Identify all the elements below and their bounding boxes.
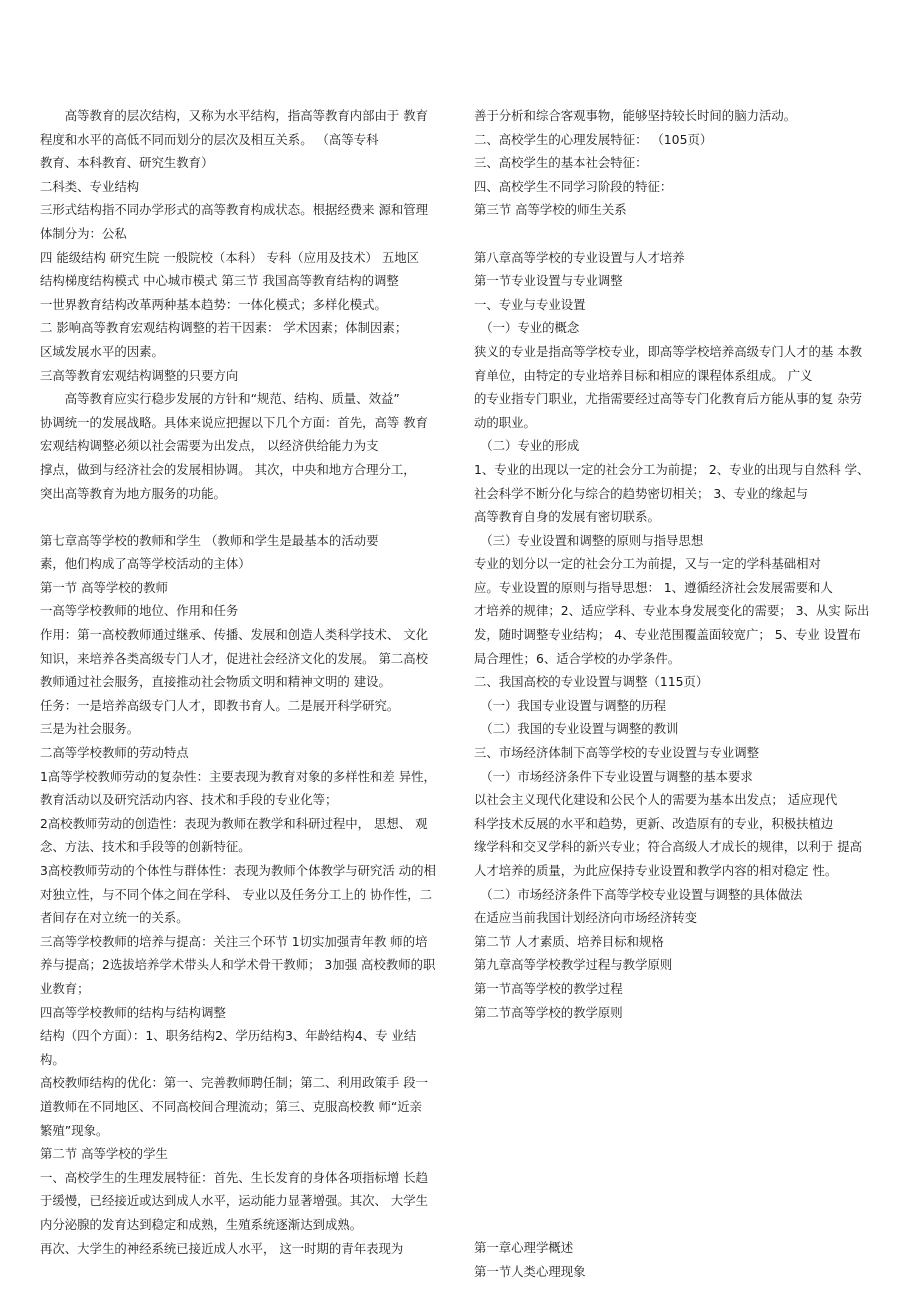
text-line: 程度和水平的高低不同而划分的层次及相互关系。 （高等专科 — [40, 131, 379, 147]
text-line: 发，随时调整专业结构； 4、专业范围覆盖面较宽广； 5、专业 设置布 — [474, 627, 861, 643]
text-line: 1高等学校教师劳动的复杂性：主要表现为教育对象的多样性和差 异性， — [40, 768, 436, 784]
text-line: （一）我国专业设置与调整的历程 — [474, 697, 667, 713]
text-line: 构。 — [40, 1051, 65, 1067]
text-line: 第一节人类心理现象 — [474, 1263, 586, 1279]
text-line: 教育活动以及研究活动内容、技术和手段的专业化等； — [40, 792, 338, 808]
text-line: 作用：第一高校教师通过继承、传播、发展和创造人类科学技术、 文化 — [40, 627, 429, 643]
text-line: 结构（四个方面）：1、职务结构2、学历结构3、年龄结构4、专 业结 — [40, 1028, 417, 1044]
text-line: 局合理性；6、适合学校的办学条件。 — [474, 650, 681, 666]
text-line: 教师通过社会服务，直接推动社会物质文明和精神文明的 建设。 — [40, 674, 391, 690]
text-line: 四、高校学生不同学习阶段的特征： — [474, 178, 673, 194]
text-line: 第七章高等学校的教师和学生 （教师和学生是最基本的活动要 — [40, 532, 379, 548]
text-line: 高校教师结构的优化：第一、完善教师聘任制；第二、利用政策手 段一 — [40, 1075, 429, 1091]
text-line: 三高等学校教师的培养与提高：关注三个环节 1切实加强青年教 师的培 — [40, 933, 428, 949]
text-line — [474, 222, 894, 246]
text-line: 四高等学校教师的结构与结构调整 — [40, 1004, 226, 1020]
text-line: 专业的划分以一定的社会分工为前提，又与一定的学科基础相对 — [474, 556, 821, 572]
text-line: 第一章心理学概述 — [474, 1240, 574, 1255]
right-bottom-section — [474, 1236, 586, 1283]
text-line — [40, 505, 440, 529]
text-line: 业教育； — [40, 980, 90, 996]
text-line: 于缓慢，已经接近或达到成人水平，运动能力显著增强。其次、 大学生 — [40, 1193, 429, 1209]
text-line: 协调统一的发展战略。具体来说应把握以下几个方面：首先，高等 教育 — [40, 414, 429, 430]
text-line: （一）市场经济条件下专业设置与调整的基本要求 — [474, 768, 753, 784]
text-line: 教育、本科教育、研究生教育） — [40, 155, 214, 171]
text-line: 宏观结构调整必须以社会需要为出发点， 以经济供给能力为支 — [40, 438, 379, 454]
text-line: 缘学科和交叉学科的新兴专业；符合高级人才成长的规律，以利于 提高 — [474, 839, 863, 855]
text-line: 突出高等教育为地方服务的功能。 — [40, 485, 226, 501]
text-line: 第二节 高等学校的学生 — [40, 1146, 168, 1162]
left-text-column — [40, 104, 440, 1260]
text-line: 应。专业设置的原则与指导思想： 1、遵循经济社会发展需要和人 — [474, 579, 833, 595]
text-line: 第一节专业设置与专业调整 — [474, 273, 623, 289]
text-line: 第八章高等学校的专业设置与人才培养 — [474, 249, 685, 265]
text-line: 高等教育应实行稳步发展的方针和“规范、结构、质量、效益” — [40, 391, 400, 407]
text-line: 任务：一是培养高级专门人才，即教书育人。二是展开科学研究。 — [40, 697, 400, 713]
text-line: 一、高校学生的生理发展特征：首先、生长发育的身体各项指标增 长趋 — [40, 1169, 429, 1185]
text-line: 三高等教育宏观结构调整的只要方向 — [40, 367, 239, 383]
text-line: 第一节高等学校的教学过程 — [474, 980, 623, 996]
text-line: 善于分析和综合客观事物，能够坚持较长时间的脑力活动。 — [474, 108, 797, 123]
right-text-column — [474, 104, 894, 1024]
text-line: （二）我国的专业设置与调整的教训 — [474, 721, 679, 737]
text-line: 才培养的规律；2、适应学科、专业本身发展变化的需要； 3、从实 际出 — [474, 603, 870, 619]
text-line: 狭义的专业是指高等学校专业，即高等学校培养高级专门人才的基 本教 — [474, 343, 863, 359]
text-line: 素，他们构成了高等学校活动的主体） — [40, 556, 251, 572]
text-line: 社会科学不断分化与综合的趋势密切相关； 3、专业的缘起与 — [474, 485, 808, 501]
text-line: 人才培养的质量，为此应保持专业设置和教学内容的相对稳定 性。 — [474, 863, 838, 878]
text-line: 一世界教育结构改革两种基本趋势：一体化模式；多样化模式。 — [40, 296, 387, 312]
text-line: 体制分为：公私 — [40, 225, 127, 241]
text-line: 区域发展水平的因素。 — [40, 343, 164, 359]
text-line: 二、高校学生的心理发展特征： （105页） — [474, 131, 713, 147]
text-line: 三、市场经济体制下高等学校的专业设置与专业调整 — [474, 745, 759, 761]
text-line: 养与提高；2选拔培养学术带头人和学术骨干教师； 3加强 高校教师的职 — [40, 957, 436, 973]
text-line: 三、高校学生的基本社会特征： — [474, 155, 648, 171]
text-line: 第二节 人才素质、培养目标和规格 — [474, 933, 664, 949]
text-line: 对独立性，与不同个体之间在学科、 专业以及任务分工上的 协作性，二 — [40, 886, 432, 902]
text-line: 者间存在对立统一的关系。 — [40, 910, 189, 926]
text-line: （二）市场经济条件下高等学校专业设置与调整的具体做法 — [474, 886, 803, 902]
text-line: 1、专业的出现以一定的社会分工为前提； 2、专业的出现与自然科 学、 — [474, 461, 870, 477]
text-line: 知识，来培养各类高级专门人才，促进社会经济文化的发展。 第二高校 — [40, 650, 429, 666]
text-line: 撑点，做到与经济社会的发展相协调。 其次，中央和地方合理分工， — [40, 461, 416, 477]
text-line: 三形式结构指不同办学形式的高等教育构成状态。根据经费来 源和管理 — [40, 202, 429, 218]
text-line: 二、我国高校的专业设置与调整（115页） — [474, 674, 709, 690]
text-line: 内分泌腺的发育达到稳定和成熟，生殖系统逐渐达到成熟。 — [40, 1216, 363, 1232]
text-line: 二高等学校教师的劳动特点 — [40, 745, 189, 761]
text-line: 念、方法、技术和手段等的创新特征。 — [40, 839, 251, 855]
text-line: 二 影响高等教育宏观结构调整的若干因素： 学术因素；体制因素； — [40, 320, 408, 336]
text-line: 3高校教师劳动的个体性与群体性：表现为教师个体教学与研究活 动的相 — [40, 863, 436, 878]
text-line: 的专业指专门职业，尤指需要经过高等专门化教育后方能从事的复 杂劳 — [474, 391, 863, 407]
text-line: （三）专业设置和调整的原则与指导思想 — [474, 532, 704, 548]
text-line: 三是为社会服务。 — [40, 721, 140, 737]
text-line: 二科类、专业结构 — [40, 178, 140, 194]
text-line: 以社会主义现代化建设和公民个人的需要为基本出发点； 适应现代 — [474, 792, 838, 808]
text-line: 动的职业。 — [474, 414, 536, 430]
text-line: 结构梯度结构模式 中心城市模式 第三节 我国高等教育结构的调整 — [40, 273, 399, 289]
text-line: 道教师在不同地区、不同高校间合理流动；第三、克服高校教 师“近亲 — [40, 1098, 423, 1114]
text-line: 育单位，由特定的专业培养目标和相应的课程体系组成。 广义 — [474, 367, 813, 383]
text-line: 四 能级结构 研究生院 一般院校（本科） 专科（应用及技术） 五地区 — [40, 249, 420, 265]
text-line: 第三节 高等学校的师生关系 — [474, 202, 627, 218]
text-line: 一、专业与专业设置 — [474, 296, 586, 312]
text-line: 第一节 高等学校的教师 — [40, 579, 168, 595]
text-line: 第九章高等学校教学过程与教学原则 — [474, 957, 673, 973]
text-line: 再次、大学生的神经系统已接近成人水平， 这一时期的青年表现为 — [40, 1240, 404, 1256]
text-line: 第二节高等学校的教学原则 — [474, 1004, 623, 1020]
text-line: 在适应当前我国计划经济向市场经济转变 — [474, 910, 698, 926]
text-line: 高等教育的层次结构，又称为水平结构，指高等教育内部由于 教育 — [40, 108, 429, 123]
text-line: 一高等学校教师的地位、作用和任务 — [40, 603, 239, 619]
text-line: 2高校教师劳动的创造性：表现为教师在教学和科研过程中， 思想、 观 — [40, 815, 428, 831]
text-line: （一）专业的概念 — [474, 320, 580, 336]
text-line: 高等教育自身的发展有密切联系。 — [474, 509, 660, 525]
text-line: 科学技术反展的水平和趋势，更新、改造原有的专业，积极扶植边 — [474, 815, 834, 831]
text-line: 繁殖”现象。 — [40, 1122, 109, 1138]
text-line: （二）专业的形成 — [474, 438, 580, 454]
